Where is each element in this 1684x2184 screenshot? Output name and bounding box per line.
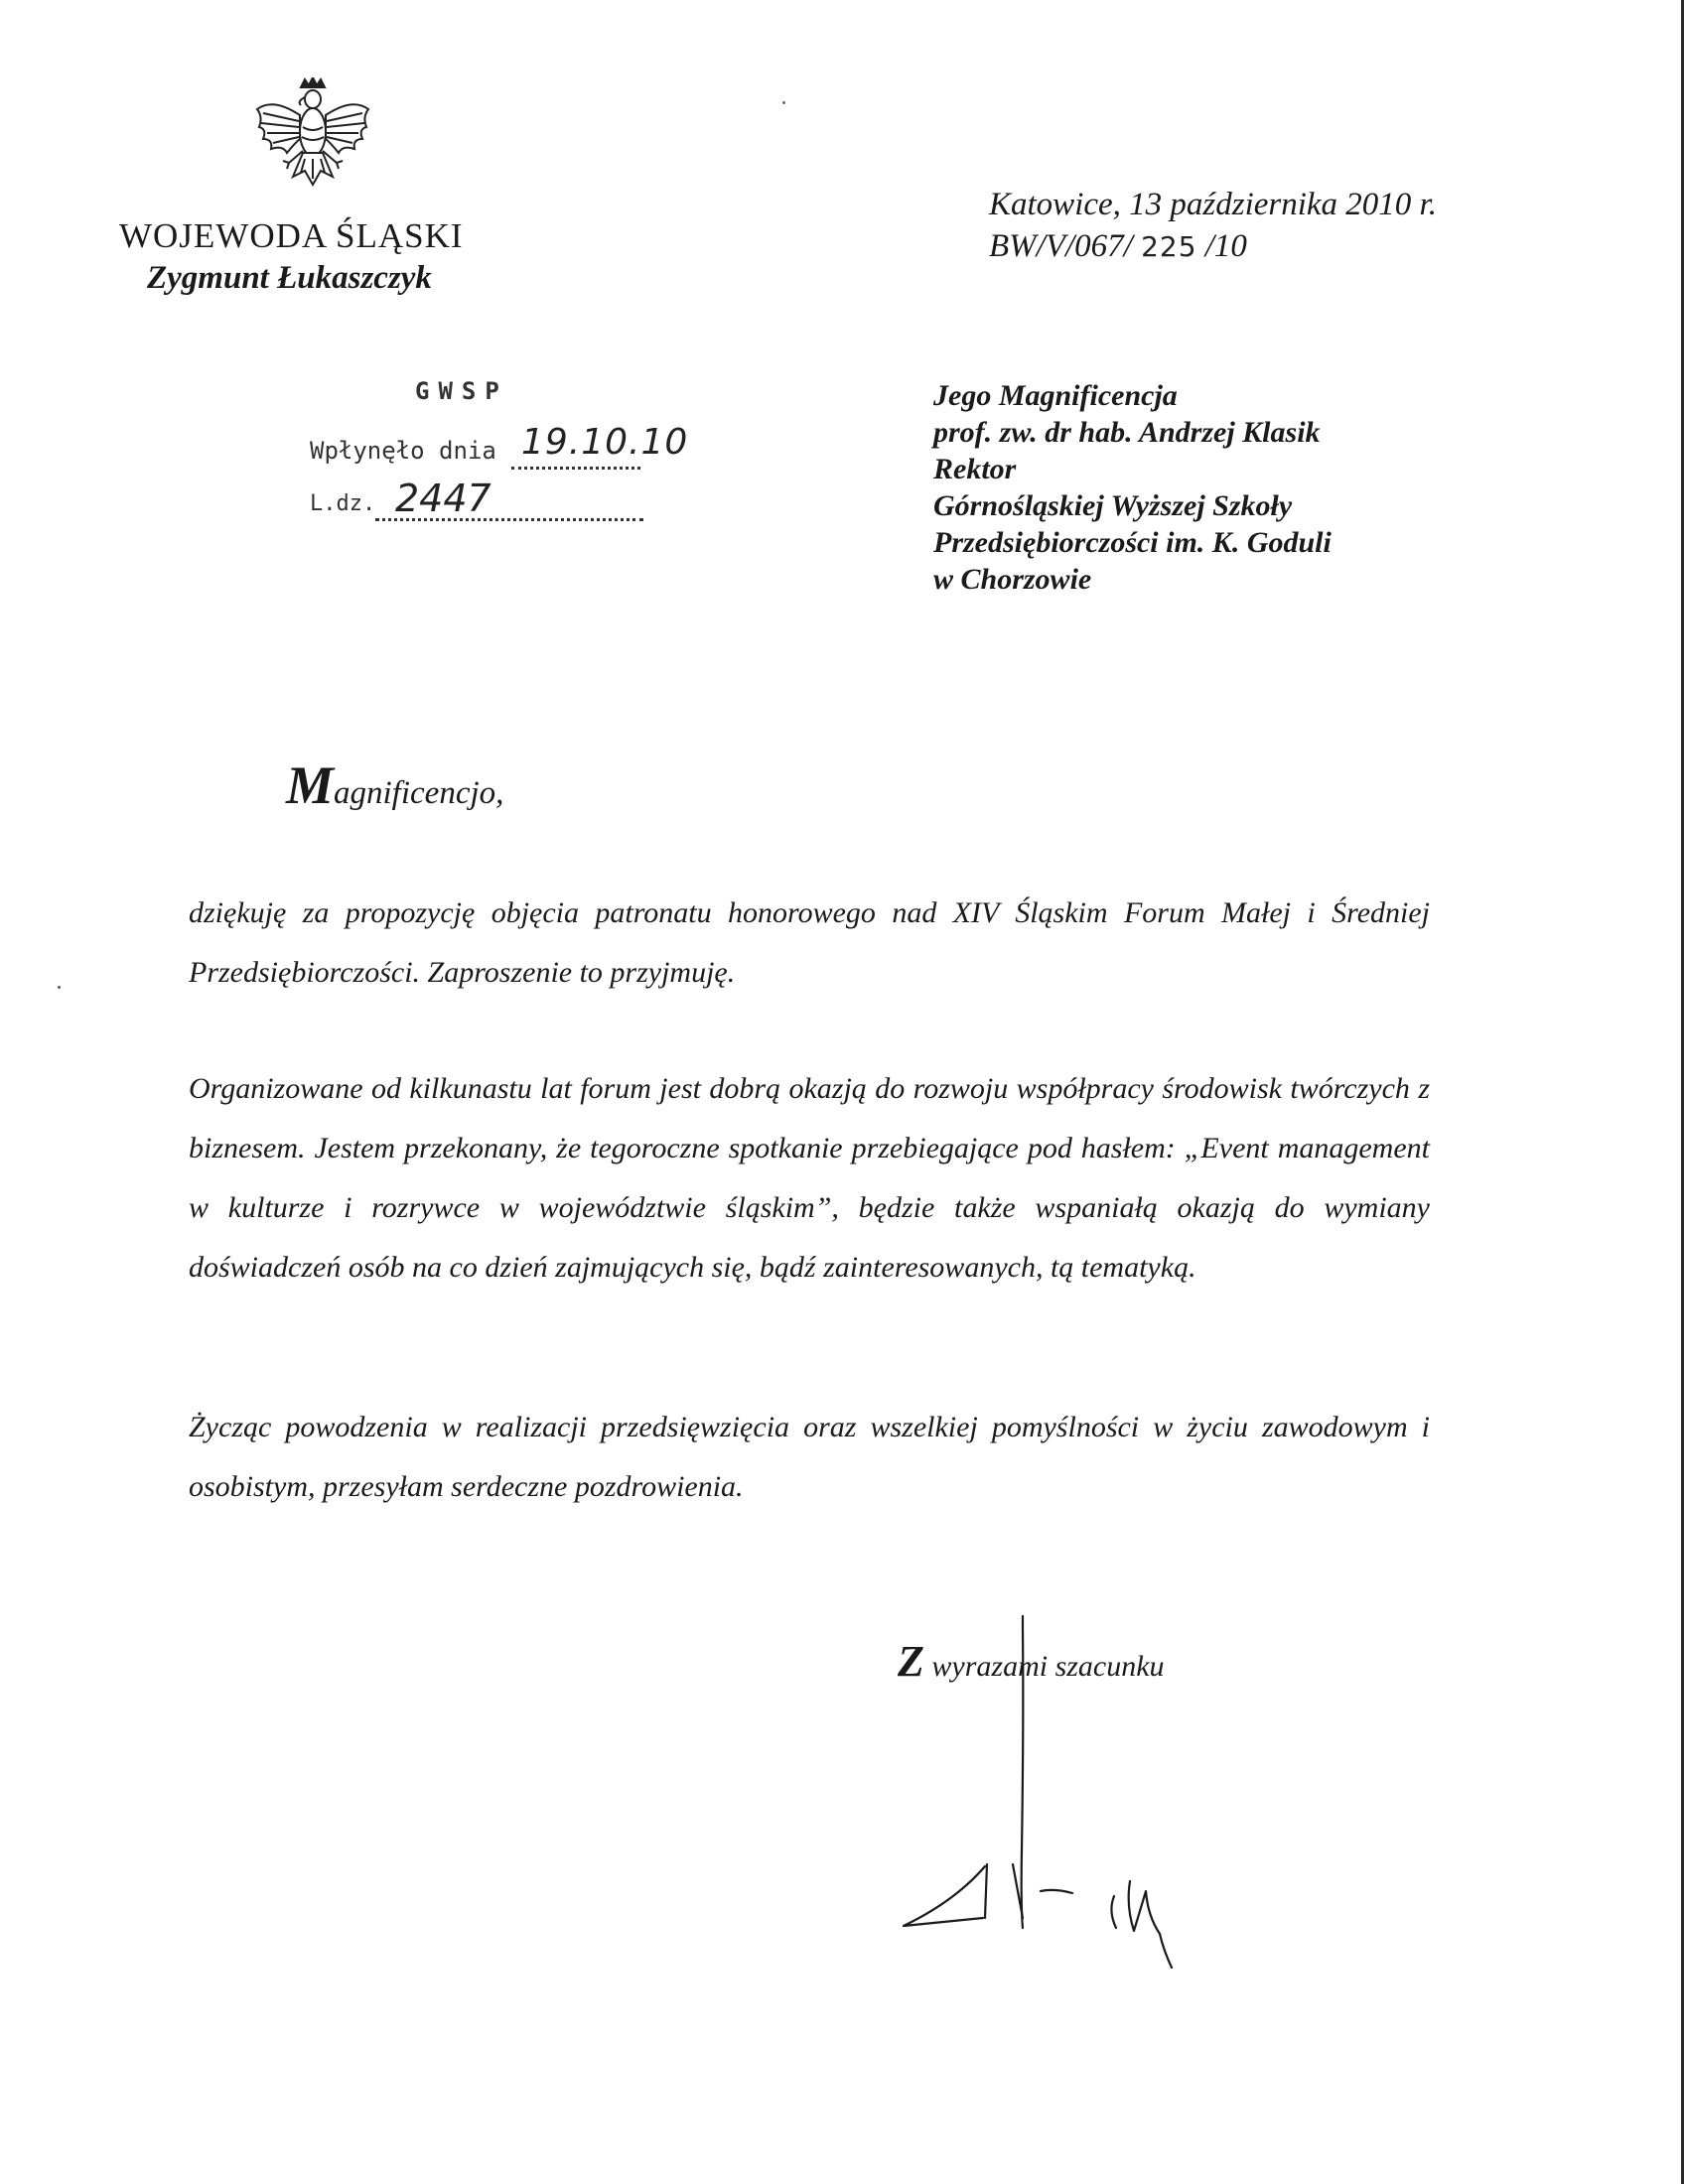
addressee-line: Przedsiębiorczości im. K. Goduli [933, 526, 1332, 559]
stamp-received-date: 19.10.10 [521, 422, 689, 463]
sender-name: Zygmunt Łukaszczyk [147, 260, 432, 296]
addressee-line: Jego Magnificencja [933, 379, 1178, 412]
scan-speck [782, 101, 785, 104]
salutation-initial: M [286, 755, 335, 815]
salutation [286, 754, 503, 816]
stamp-ldz-number: 2447 [395, 477, 491, 520]
addressee-line: w Chorzowie [933, 563, 1092, 596]
body-paragraph: Organizowane od kilkunastu lat forum jest dobrą okazją do rozwoju współpracy środowisk twórczych z biznesem. Jestem przekonany, że tegoroczne spotkanie przebiegające pod hasłem: „Event management w kulturze i rozrywce w województwie śląskim”, będzie także wspaniałą okazją do wymiany doświadczeń osób na co dzień zajmujących się, bądź zainteresowanych, tą tematyką. [189, 1072, 1430, 1284]
handwritten-signature [884, 1608, 1340, 1985]
closing-rest: wyrazami szacunku [923, 1650, 1165, 1683]
addressee-line: Górnośląskiej Wyższej Szkoły [933, 489, 1293, 522]
addressee-line: Rektor [933, 453, 1017, 485]
receipt-stamp [298, 377, 689, 546]
stamp-ldz-label: L.dz. [310, 491, 376, 516]
reference-suffix: /10 [1204, 228, 1247, 264]
place-and-date: Katowice, 13 października 2010 r. [989, 187, 1437, 222]
body-paragraph: Życząc powodzenia w realizacji przedsięwzięcia oraz wszelkiej pomyślności w życiu zawodowym i osobistym, przesyłam serdeczne pozdrowienia. [189, 1411, 1430, 1503]
closing-initial: Z [898, 1637, 924, 1686]
reference-prefix: BW/V/067/ [989, 228, 1133, 264]
stamp-received-label: Wpłynęło dnia [310, 437, 496, 465]
stamp-organization: GWSP [415, 377, 508, 405]
stamp-dotted-line [511, 467, 640, 470]
sender-office: WOJEWODA ŚLĄSKI [119, 216, 464, 255]
body-paragraph: dziękuję za propozycję objęcia patronatu honorowego nad XIV Śląskim Forum Małej i Średniej Przedsiębiorczości. Zaproszenie to przyjmuję. [189, 896, 1430, 989]
salutation-rest: agnificencjo, [334, 775, 504, 811]
scan-speck [58, 986, 61, 989]
eagle-emblem-icon [253, 77, 372, 189]
addressee-block [933, 377, 1332, 598]
reference-number [989, 228, 1247, 265]
reference-handwritten-number: 225 [1141, 230, 1197, 263]
addressee-line: prof. zw. dr hab. Andrzej Klasik [933, 416, 1321, 449]
